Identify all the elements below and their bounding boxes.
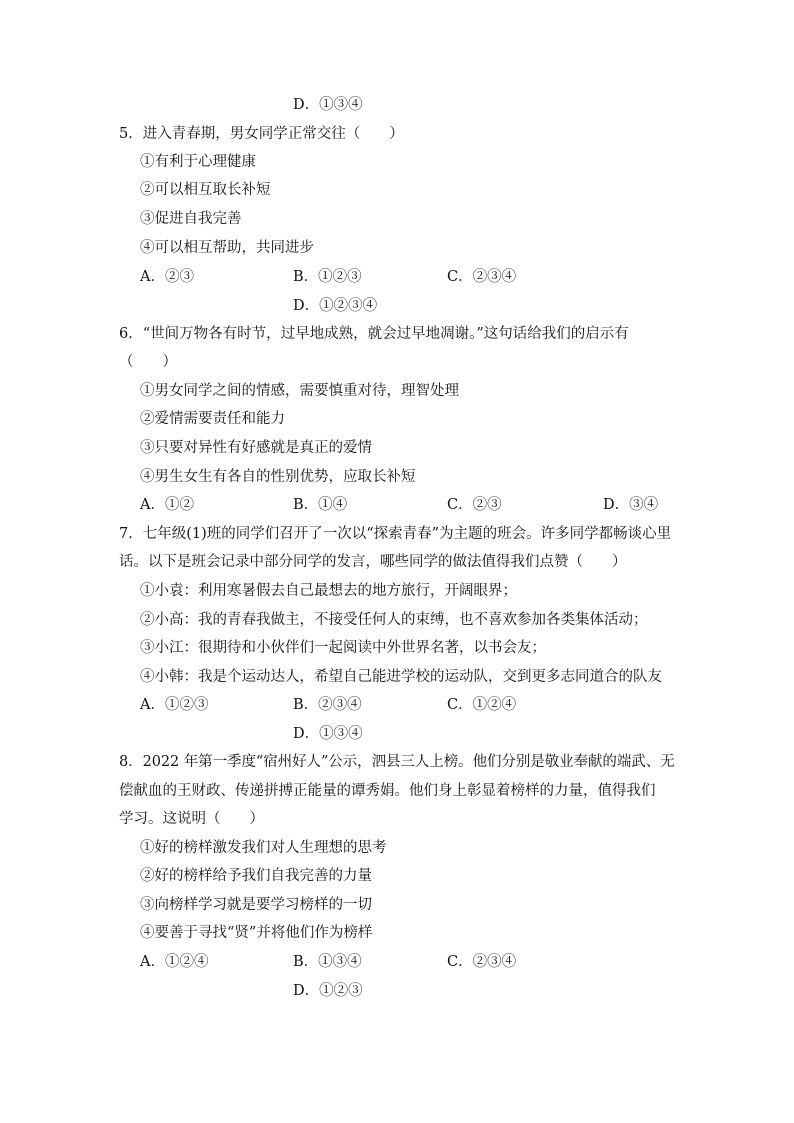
q5-option-2: ②可以相互取长补短 [140,182,271,198]
q5-choice-a: A．②③ [140,269,194,285]
q7-option-4: ④小韩：我是个运动达人，希望自己能进学校的运动队，交到更多志同道合的队友 [140,669,662,685]
q5-option-1: ①有利于心理健康 [140,154,256,170]
q7-option-1: ①小袁：利用寒暑假去自己最想去的地方旅行，开阔眼界； [140,583,517,599]
q6-choice-b: B．①④ [293,497,348,513]
q6-option-1: ①男女同学之间的情感，需要慎重对待，理智处理 [140,383,459,399]
q7-stem-line1: 7．七年级(1)班的同学们召开了一次以“探索青春”为主题的班会。许多同学都畅谈心里 [119,526,672,542]
q8-choice-c: C．②③④ [447,954,517,970]
q7-choice-d: D．①③④ [293,726,363,742]
q6-option-4: ④男生女生有各自的性别优势，应取长补短 [140,469,416,485]
q7-choice-b: B．②③④ [293,697,362,713]
q8-option-1: ①好的榜样激发我们对人生理想的思考 [140,840,387,856]
q8-stem-line2: 偿献血的王财政、传递拼搏正能量的谭秀娟。他们身上彰显着榜样的力量，值得我们 [119,783,656,799]
q5-option-4: ④可以相互帮助，共同进步 [140,240,314,256]
q5-stem: 5．进入青春期，男女同学正常交往（ ） [119,126,404,142]
q7-stem-line2: 话。以下是班会记录中部分同学的发言，哪些同学的做法值得我们点赞（ ） [119,554,627,570]
q8-stem-line1: 8．2022 年第一季度“宿州好人”公示，泗县三人上榜。他们分别是敬业奉献的端武、无 [119,754,675,770]
q8-option-3: ③向榜样学习就是要学习榜样的一切 [140,897,372,913]
q7-option-3: ③小江：很期待和小伙伴们一起阅读中外世界名著，以书会友； [140,640,546,656]
q6-stem-line1: 6．“世间万物各有时节，过早地成熟，就会过早地凋谢。”这句话给我们的启示有 [119,326,629,342]
q8-option-4: ④要善于寻找“贤”并将他们作为榜样 [140,925,373,941]
q8-option-2: ②好的榜样给予我们自我完善的力量 [140,868,372,884]
q6-stem-line2: （ ） [119,354,177,370]
q6-option-3: ③只要对异性有好感就是真正的爱情 [140,440,372,456]
q7-choice-c: C．①②④ [447,697,517,713]
q6-choice-d: D．③④ [603,497,659,513]
q5-option-3: ③促进自我完善 [140,211,242,227]
q7-option-2: ②小高：我的青春我做主，不接受任何人的束缚，也不喜欢参加各类集体活动； [140,612,648,628]
q5-choice-b: B．①②③ [293,269,362,285]
q8-choice-d: D．①②③ [293,983,363,999]
q5-choice-d: D．①②③④ [293,298,378,314]
q8-choice-b: B．①③④ [293,954,362,970]
q5-choice-c: C．②③④ [447,269,517,285]
q6-choice-a: A．①② [140,497,194,513]
q6-option-2: ②爱情需要责任和能力 [140,411,285,427]
q7-choice-a: A．①②③ [140,697,209,713]
q4-choice-d: D．①③④ [293,97,363,113]
q8-choice-a: A．①②④ [140,954,209,970]
q8-stem-line3: 学习。这说明（ ） [119,811,264,827]
q6-choice-c: C．②③ [447,497,502,513]
